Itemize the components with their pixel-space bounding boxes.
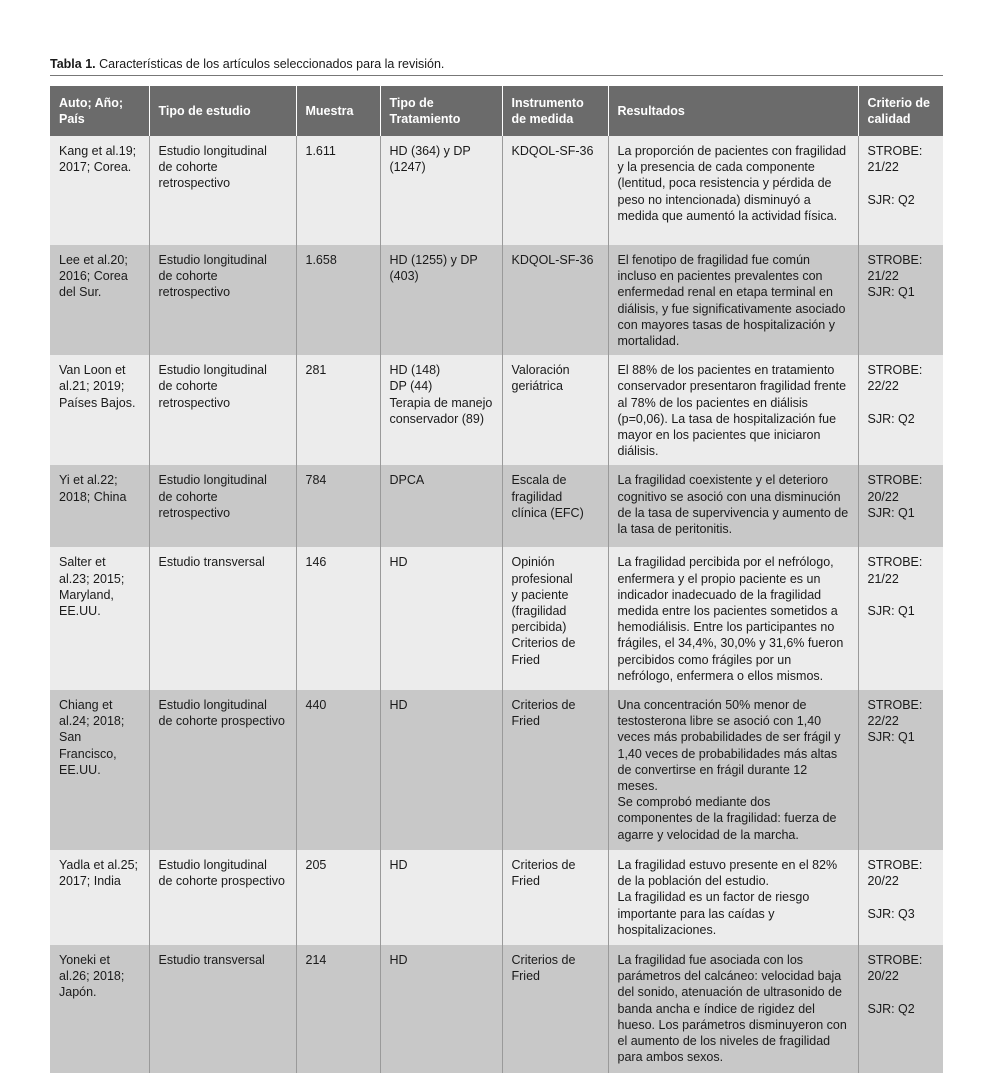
table-caption bbox=[50, 57, 444, 71]
cell-quality: STROBE: 21/22 SJR: Q2 bbox=[858, 136, 943, 245]
header-author: Auto; Año; País bbox=[50, 86, 149, 136]
cell-quality: STROBE: 21/22 SJR: Q1 bbox=[858, 245, 943, 355]
cell-treatment: HD bbox=[380, 690, 502, 850]
cell-treatment: HD bbox=[380, 945, 502, 1073]
cell-author: Chiang et al.24; 2018; San Francisco, EE.UU. bbox=[50, 690, 149, 850]
cell-study-type: Estudio longitudinal de cohorte retrospectivo bbox=[149, 465, 296, 547]
cell-sample: 1.658 bbox=[296, 245, 380, 355]
cell-instrument: Criterios de Fried bbox=[502, 945, 608, 1073]
header-treatment: Tipo de Tratamiento bbox=[380, 86, 502, 136]
cell-results: El fenotipo de fragilidad fue común incluso en pacientes prevalentes con enfermedad renal en etapa terminal en diálisis, y fue significativamente asociado con mayores tasas de hospitalización y mortalidad. bbox=[608, 245, 858, 355]
cell-study-type: Estudio longitudinal de cohorte retrospectivo bbox=[149, 245, 296, 355]
cell-treatment: HD bbox=[380, 547, 502, 690]
cell-quality: STROBE: 21/22 SJR: Q1 bbox=[858, 547, 943, 690]
cell-sample: 205 bbox=[296, 850, 380, 945]
cell-author: Yadla et al.25; 2017; India bbox=[50, 850, 149, 945]
cell-study-type: Estudio longitudinal de cohorte retrospectivo bbox=[149, 136, 296, 245]
table-row bbox=[50, 465, 943, 547]
cell-instrument: Valoración geriátrica bbox=[502, 355, 608, 465]
table-row bbox=[50, 355, 943, 465]
header-quality: Criterio de calidad bbox=[858, 86, 943, 136]
caption-divider bbox=[50, 75, 943, 76]
cell-instrument: Escala de fragilidad clínica (EFC) bbox=[502, 465, 608, 547]
cell-sample: 1.611 bbox=[296, 136, 380, 245]
cell-results: La fragilidad estuvo presente en el 82% de la población del estudio. La fragilidad es un factor de riesgo importante para las caídas y hospitalizaciones. bbox=[608, 850, 858, 945]
table-header-row bbox=[50, 86, 943, 136]
cell-author: Lee et al.20; 2016; Corea del Sur. bbox=[50, 245, 149, 355]
cell-quality: STROBE: 22/22 SJR: Q2 bbox=[858, 355, 943, 465]
table-caption-label: Tabla 1. bbox=[50, 57, 96, 71]
table-row bbox=[50, 850, 943, 945]
cell-quality: STROBE: 20/22 SJR: Q2 bbox=[858, 945, 943, 1073]
cell-instrument: Opinión profesional y paciente (fragilidad percibida) Criterios de Fried bbox=[502, 547, 608, 690]
cell-quality: STROBE: 22/22 SJR: Q1 bbox=[858, 690, 943, 850]
cell-sample: 784 bbox=[296, 465, 380, 547]
articles-table bbox=[50, 86, 943, 1073]
cell-quality: STROBE: 20/22 SJR: Q1 bbox=[858, 465, 943, 547]
cell-results: La fragilidad coexistente y el deterioro cognitivo se asoció con una disminución de la tasa de supervivencia y aumento de la tasa de peritonitis. bbox=[608, 465, 858, 547]
header-instrument: Instrumento de medida bbox=[502, 86, 608, 136]
cell-sample: 281 bbox=[296, 355, 380, 465]
cell-treatment: HD (1255) y DP (403) bbox=[380, 245, 502, 355]
cell-study-type: Estudio longitudinal de cohorte prospectivo bbox=[149, 690, 296, 850]
cell-results: La fragilidad fue asociada con los parámetros del calcáneo: velocidad baja del sonido, atenuación de ultrasonido de banda ancha e índice de rigidez del hueso. Los parámetros disminuyeron con el aumento de los niveles de fragilidad para ambos sexos. bbox=[608, 945, 858, 1073]
cell-instrument: Criterios de Fried bbox=[502, 690, 608, 850]
cell-sample: 440 bbox=[296, 690, 380, 850]
cell-sample: 146 bbox=[296, 547, 380, 690]
cell-instrument: KDQOL-SF-36 bbox=[502, 136, 608, 245]
cell-author: Kang et al.19; 2017; Corea. bbox=[50, 136, 149, 245]
cell-instrument: KDQOL-SF-36 bbox=[502, 245, 608, 355]
cell-results: La proporción de pacientes con fragilidad y la presencia de cada componente (lentitud, poca resistencia y pérdida de peso no intencionada) disminuyó a medida que aumentó la actividad física. bbox=[608, 136, 858, 245]
cell-results: La fragilidad percibida por el nefrólogo, enfermera y el propio paciente es un indicador inadecuado de la fragilidad medida entre los pacientes sometidos a hemodiálisis. Entre los participantes no frágiles, el 34,4%, 30,0% y 31,6% fueron percibidos como frágiles por un nefrólogo, enfermera o ellos mismos. bbox=[608, 547, 858, 690]
header-results: Resultados bbox=[608, 86, 858, 136]
table-row bbox=[50, 136, 943, 245]
cell-study-type: Estudio longitudinal de cohorte prospectivo bbox=[149, 850, 296, 945]
cell-instrument: Criterios de Fried bbox=[502, 850, 608, 945]
cell-treatment: HD (148) DP (44) Terapia de manejo conservador (89) bbox=[380, 355, 502, 465]
cell-results: Una concentración 50% menor de testosterona libre se asoció con 1,40 veces más probabilidades de ser frágil y 1,40 veces de probabilidades más altas de convertirse en frágil durante 12 meses. Se comprobó mediante dos componentes de la fragilidad: fuerza de agarre y velocidad de la marcha. bbox=[608, 690, 858, 850]
cell-author: Yoneki et al.26; 2018; Japón. bbox=[50, 945, 149, 1073]
cell-author: Van Loon et al.21; 2019; Países Bajos. bbox=[50, 355, 149, 465]
header-sample: Muestra bbox=[296, 86, 380, 136]
cell-study-type: Estudio transversal bbox=[149, 547, 296, 690]
cell-sample: 214 bbox=[296, 945, 380, 1073]
cell-treatment: HD bbox=[380, 850, 502, 945]
cell-treatment: DPCA bbox=[380, 465, 502, 547]
table-row bbox=[50, 547, 943, 690]
cell-author: Salter et al.23; 2015; Maryland, EE.UU. bbox=[50, 547, 149, 690]
header-study-type: Tipo de estudio bbox=[149, 86, 296, 136]
table-row bbox=[50, 690, 943, 850]
cell-study-type: Estudio transversal bbox=[149, 945, 296, 1073]
cell-results: El 88% de los pacientes en tratamiento conservador presentaron fragilidad frente al 78% de los pacientes en diálisis (p=0,06). La tasa de hospitalización fue mayor en los pacientes que iniciaron diálisis. bbox=[608, 355, 858, 465]
cell-treatment: HD (364) y DP (1247) bbox=[380, 136, 502, 245]
cell-study-type: Estudio longitudinal de cohorte retrospectivo bbox=[149, 355, 296, 465]
table-caption-text: Características de los artículos seleccionados para la revisión. bbox=[95, 57, 445, 71]
cell-author: Yi et al.22; 2018; China bbox=[50, 465, 149, 547]
cell-quality: STROBE: 20/22 SJR: Q3 bbox=[858, 850, 943, 945]
table-row bbox=[50, 945, 943, 1073]
table-row bbox=[50, 245, 943, 355]
